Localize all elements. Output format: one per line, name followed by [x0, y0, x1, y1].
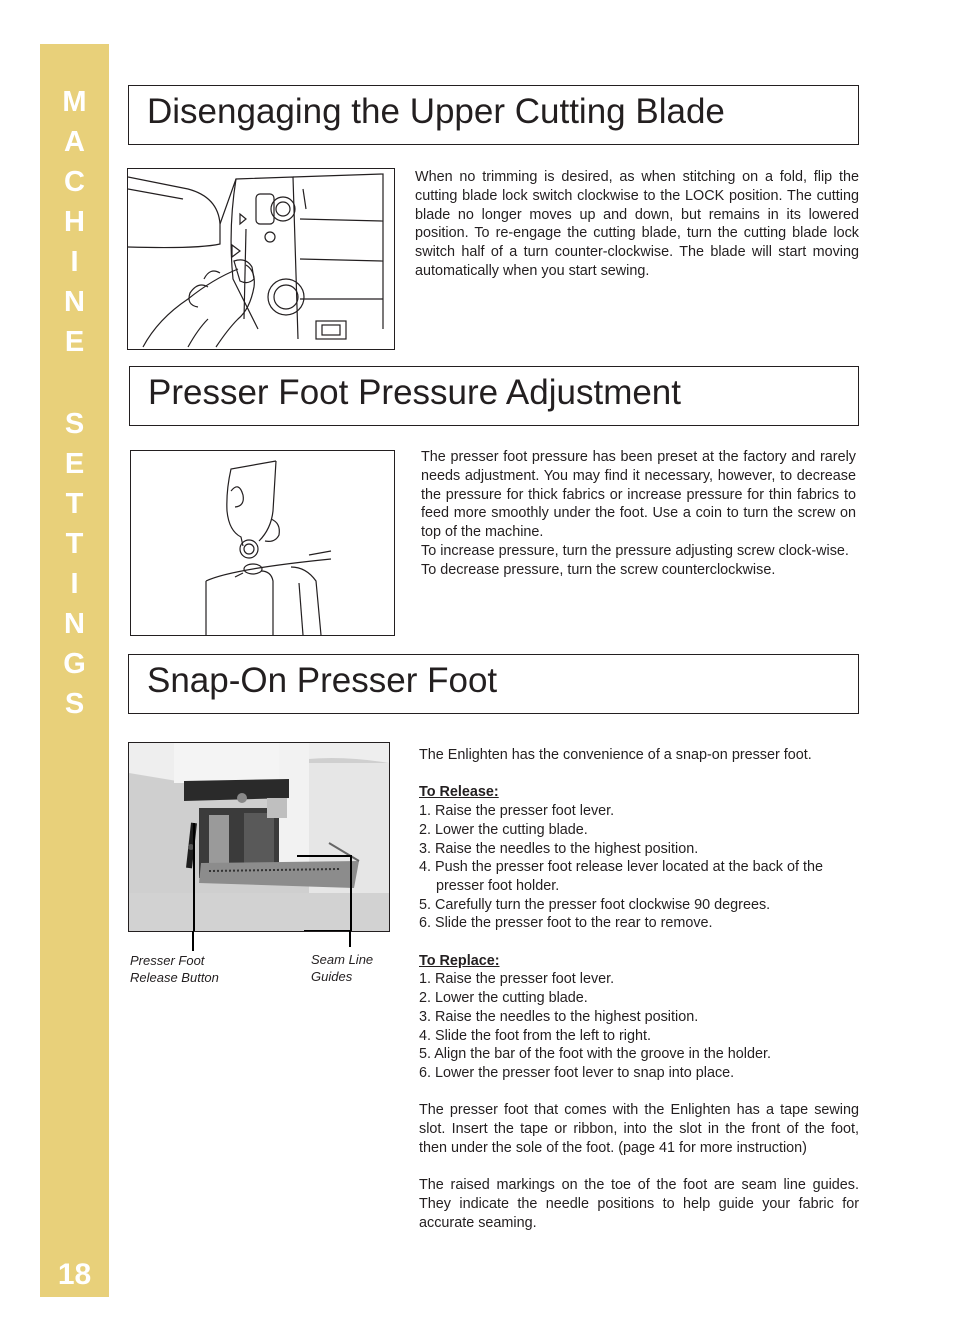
page-number: 18 — [57, 1258, 92, 1291]
release-step: 4. Push the presser foot release lever located at the back of the — [419, 859, 823, 876]
section-title-box — [128, 85, 859, 145]
snap-on-foot-drawing — [129, 743, 389, 931]
cutting-blade-illustration — [127, 168, 395, 350]
section-title-box — [129, 366, 859, 426]
body-paragraph: When no trimming is desired, as when stitching on a fold, flip the cutting blade lock switch clockwise to the LOCK position. The cutting blade no longer moves up and down, but remains in its lowered position. To re-engage the cutting blade, turn the cutting blade lock switch half of a turn counter-clockwise. The blade will start moving automatically when you start sewing. — [415, 169, 859, 279]
replace-step: 4. Slide the foot from the left to right. — [419, 1027, 651, 1044]
sidebar-letter: N — [64, 286, 85, 318]
section-title-box — [128, 654, 859, 714]
replace-step: 5. Align the bar of the foot with the groove in the holder. — [419, 1046, 772, 1063]
release-step: 3. Raise the needles to the highest position. — [419, 840, 699, 857]
sidebar-letter: I — [70, 568, 79, 600]
replace-step: 2. Lower the cutting blade. — [419, 990, 588, 1007]
release-step: presser foot holder. — [436, 877, 560, 894]
body-paragraph: To decrease pressure, turn the screw counterclockwise. — [421, 561, 776, 578]
guide-note: The raised markings on the toe of the foot are seam line guides. They indicate the needle positions to help guide your fabric for accurate seaming. — [419, 1177, 859, 1231]
sidebar-letter: S — [64, 688, 85, 720]
replace-step: 3. Raise the needles to the highest position. — [419, 1008, 699, 1025]
caption-line: Presser Foot — [130, 953, 205, 968]
replace-step: 6. Lower the presser foot lever to snap into place. — [419, 1064, 735, 1081]
sidebar-band — [40, 44, 109, 1297]
sidebar-letter: G — [63, 648, 86, 680]
sidebar-letter: E — [64, 326, 85, 358]
sidebar-letter: A — [64, 126, 85, 158]
sidebar-letter: S — [64, 408, 85, 440]
intro-line: The Enlighten has the convenience of a snap-on presser foot. — [419, 747, 812, 763]
replace-heading: To Replace: — [419, 952, 500, 969]
sidebar-letter: C — [64, 166, 85, 198]
tape-note: The presser foot that comes with the Enlighten has a tape sewing slot. Insert the tape or ribbon, into the slot in the front of the foot, then under the sole of the foot. (page 41 for more instruction) — [419, 1102, 859, 1156]
pressure-screw-illustration — [130, 450, 395, 636]
sidebar-letter: T — [65, 488, 84, 520]
caption-release-button — [130, 952, 219, 986]
caption-line: Seam Line — [311, 952, 374, 967]
section-title: Presser Foot Pressure Adjustment — [148, 373, 681, 412]
caption-seam-guides — [311, 951, 373, 985]
caption-leader-lines — [190, 931, 355, 953]
section-title: Disengaging the Upper Cutting Blade — [147, 92, 725, 131]
section-body — [415, 168, 859, 281]
replace-step: 1. Raise the presser foot lever. — [419, 971, 615, 988]
caption-line: Release Button — [130, 970, 219, 985]
sidebar-letter: H — [64, 206, 85, 238]
release-step: 2. Lower the cutting blade. — [419, 821, 588, 838]
sidebar-letter: E — [64, 448, 85, 480]
sidebar-letter: T — [65, 528, 84, 560]
pressure-screw-drawing — [131, 451, 394, 635]
sidebar-letter: M — [62, 86, 87, 118]
cutting-blade-drawing — [128, 169, 394, 349]
sidebar-letter: N — [64, 608, 85, 640]
section-body — [419, 746, 859, 1232]
body-paragraph: The presser foot pressure has been preset at the factory and rarely needs adjustment. You may find it necessary, however, to decrease the pressure for thick fabrics or increase pressure for thin fabrics to feed more smoothly under the foot. Use a coin to turn the screw on top of the machine. — [421, 449, 856, 541]
section-body — [421, 448, 856, 580]
caption-line: Guides — [311, 969, 353, 984]
release-heading: To Release: — [419, 784, 499, 801]
release-step: 1. Raise the presser foot lever. — [419, 803, 615, 820]
body-paragraph: To increase pressure, turn the pressure adjusting screw clock-wise. — [421, 542, 849, 559]
sidebar-letter: I — [70, 246, 79, 278]
snap-on-foot-photo — [128, 742, 390, 932]
release-step: 6. Slide the presser foot to the rear to remove. — [419, 915, 713, 932]
section-title: Snap-On Presser Foot — [147, 661, 498, 700]
release-step: 5. Carefully turn the presser foot clockwise 90 degrees. — [419, 896, 771, 913]
